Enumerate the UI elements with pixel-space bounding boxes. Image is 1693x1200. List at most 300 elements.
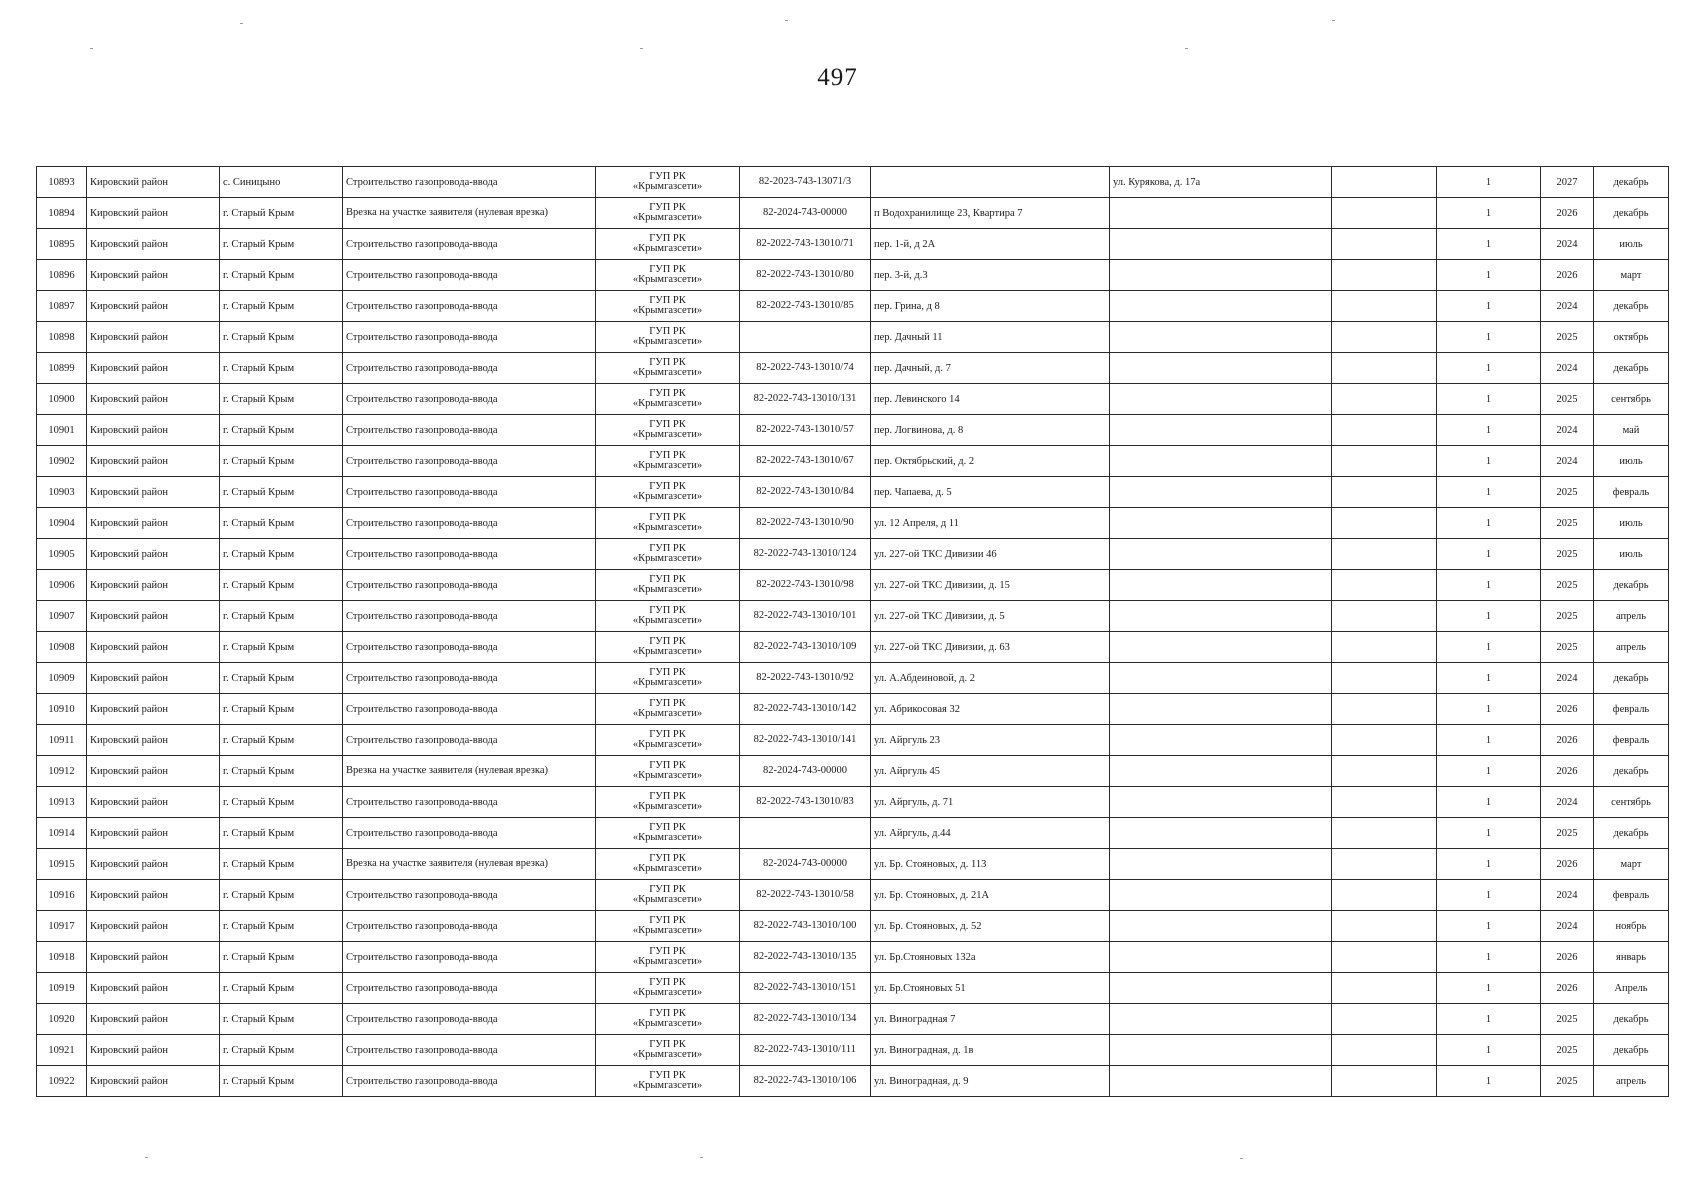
- count-cell: 1: [1437, 322, 1541, 353]
- address-alt-cell: [1110, 756, 1332, 787]
- address-alt-cell: [1110, 601, 1332, 632]
- document-number-cell: 82-2022-743-13010/131: [740, 384, 871, 415]
- address-alt-cell: [1110, 818, 1332, 849]
- work-type-cell: Строительство газопровода-ввода: [343, 942, 596, 973]
- year-cell: 2024: [1541, 229, 1594, 260]
- organization-line-2: «Крымгазсети»: [632, 615, 703, 626]
- organization-cell: [596, 167, 740, 198]
- count-cell: 1: [1437, 353, 1541, 384]
- organization-line-1: ГУП РК: [649, 1007, 686, 1019]
- address-cell: ул. А.Абдеиновой, д. 2: [871, 663, 1110, 694]
- organization-line-2: «Крымгазсети»: [632, 646, 703, 657]
- organization-line-1: ГУП РК: [649, 201, 686, 213]
- row-number: 10902: [37, 446, 87, 477]
- year-cell: 2026: [1541, 756, 1594, 787]
- settlement-cell: г. Старый Крым: [220, 415, 343, 446]
- district-cell: Кировский район: [87, 725, 220, 756]
- settlement-cell: г. Старый Крым: [220, 198, 343, 229]
- table-row: [37, 167, 1669, 198]
- year-cell: 2024: [1541, 663, 1594, 694]
- document-number-cell: 82-2022-743-13010/84: [740, 477, 871, 508]
- address-alt-cell: [1110, 663, 1332, 694]
- address-alt-cell: [1110, 787, 1332, 818]
- address-cell: ул. Айргуль 23: [871, 725, 1110, 756]
- year-cell: 2026: [1541, 973, 1594, 1004]
- month-cell: март: [1594, 849, 1669, 880]
- district-cell: Кировский район: [87, 384, 220, 415]
- settlement-cell: г. Старый Крым: [220, 663, 343, 694]
- count-cell: 1: [1437, 260, 1541, 291]
- month-cell: сентябрь: [1594, 384, 1669, 415]
- empty-cell: [1332, 632, 1437, 663]
- address-cell: пер. Чапаева, д. 5: [871, 477, 1110, 508]
- document-number-cell: 82-2022-743-13010/142: [740, 694, 871, 725]
- month-cell: июль: [1594, 539, 1669, 570]
- work-type-cell: Строительство газопровода-ввода: [343, 229, 596, 260]
- year-cell: 2025: [1541, 570, 1594, 601]
- organization-line-2: «Крымгазсети»: [632, 739, 703, 750]
- empty-cell: [1332, 818, 1437, 849]
- organization-cell: [596, 880, 740, 911]
- table-row: [37, 632, 1669, 663]
- empty-cell: [1332, 694, 1437, 725]
- settlement-cell: г. Старый Крым: [220, 818, 343, 849]
- month-cell: декабрь: [1594, 1004, 1669, 1035]
- count-cell: 1: [1437, 632, 1541, 663]
- empty-cell: [1332, 911, 1437, 942]
- empty-cell: [1332, 787, 1437, 818]
- table-body: [37, 167, 1669, 1097]
- work-type-cell: Строительство газопровода-ввода: [343, 477, 596, 508]
- scan-speck: [700, 1157, 703, 1158]
- organization-cell: [596, 1004, 740, 1035]
- count-cell: 1: [1437, 725, 1541, 756]
- table-row: [37, 787, 1669, 818]
- settlement-cell: г. Старый Крым: [220, 477, 343, 508]
- row-number: 10913: [37, 787, 87, 818]
- address-alt-cell: [1110, 446, 1332, 477]
- address-alt-cell: [1110, 973, 1332, 1004]
- empty-cell: [1332, 167, 1437, 198]
- document-number-cell: 82-2022-743-13010/92: [740, 663, 871, 694]
- table-row: [37, 415, 1669, 446]
- table-row: [37, 942, 1669, 973]
- table-row: [37, 1035, 1669, 1066]
- address-alt-cell: [1110, 477, 1332, 508]
- row-number: 10909: [37, 663, 87, 694]
- organization-line-1: ГУП РК: [649, 821, 686, 833]
- organization-line-1: ГУП РК: [649, 945, 686, 957]
- district-cell: Кировский район: [87, 973, 220, 1004]
- count-cell: 1: [1437, 880, 1541, 911]
- table-row: [37, 539, 1669, 570]
- row-number: 10918: [37, 942, 87, 973]
- work-type-cell: Строительство газопровода-ввода: [343, 508, 596, 539]
- organization-line-1: ГУП РК: [649, 914, 686, 926]
- row-number: 10919: [37, 973, 87, 1004]
- organization-cell: [596, 1066, 740, 1097]
- address-cell: п Водохранилище 23, Квартира 7: [871, 198, 1110, 229]
- address-cell: ул. 227-ой ТКС Дивизии, д. 15: [871, 570, 1110, 601]
- organization-cell: [596, 322, 740, 353]
- settlement-cell: г. Старый Крым: [220, 1066, 343, 1097]
- settlement-cell: г. Старый Крым: [220, 446, 343, 477]
- organization-cell: [596, 694, 740, 725]
- count-cell: 1: [1437, 291, 1541, 322]
- settlement-cell: г. Старый Крым: [220, 911, 343, 942]
- organization-line-1: ГУП РК: [649, 511, 686, 523]
- count-cell: 1: [1437, 849, 1541, 880]
- address-cell: пер. Дачный 11: [871, 322, 1110, 353]
- year-cell: 2025: [1541, 601, 1594, 632]
- table-row: [37, 1066, 1669, 1097]
- count-cell: 1: [1437, 1004, 1541, 1035]
- address-alt-cell: [1110, 1035, 1332, 1066]
- year-cell: 2025: [1541, 508, 1594, 539]
- organization-line-1: ГУП РК: [649, 604, 686, 616]
- empty-cell: [1332, 756, 1437, 787]
- row-number: 10910: [37, 694, 87, 725]
- month-cell: июль: [1594, 446, 1669, 477]
- organization-line-2: «Крымгазсети»: [632, 1080, 703, 1091]
- year-cell: 2024: [1541, 446, 1594, 477]
- settlement-cell: г. Старый Крым: [220, 1004, 343, 1035]
- count-cell: 1: [1437, 229, 1541, 260]
- month-cell: Апрель: [1594, 973, 1669, 1004]
- count-cell: 1: [1437, 198, 1541, 229]
- document-number-cell: 82-2022-743-13010/85: [740, 291, 871, 322]
- district-cell: Кировский район: [87, 198, 220, 229]
- empty-cell: [1332, 260, 1437, 291]
- work-type-cell: Строительство газопровода-ввода: [343, 1066, 596, 1097]
- address-cell: ул. Айргуль, д.44: [871, 818, 1110, 849]
- count-cell: 1: [1437, 756, 1541, 787]
- month-cell: декабрь: [1594, 1035, 1669, 1066]
- organization-line-2: «Крымгазсети»: [632, 584, 703, 595]
- organization-line-1: ГУП РК: [649, 418, 686, 430]
- organization-line-1: ГУП РК: [649, 1038, 686, 1050]
- address-cell: ул. 227-ой ТКС Дивизии, д. 63: [871, 632, 1110, 663]
- year-cell: 2025: [1541, 539, 1594, 570]
- document-number-cell: 82-2022-743-13010/100: [740, 911, 871, 942]
- month-cell: январь: [1594, 942, 1669, 973]
- organization-cell: [596, 570, 740, 601]
- year-cell: 2026: [1541, 198, 1594, 229]
- year-cell: 2025: [1541, 632, 1594, 663]
- work-type-cell: Строительство газопровода-ввода: [343, 725, 596, 756]
- document-number-cell: [740, 322, 871, 353]
- organization-cell: [596, 260, 740, 291]
- month-cell: апрель: [1594, 632, 1669, 663]
- year-cell: 2026: [1541, 725, 1594, 756]
- organization-line-1: ГУП РК: [649, 294, 686, 306]
- settlement-cell: с. Синицыно: [220, 167, 343, 198]
- address-cell: ул. Виноградная 7: [871, 1004, 1110, 1035]
- address-alt-cell: ул. Курякова, д. 17а: [1110, 167, 1332, 198]
- row-number: 10917: [37, 911, 87, 942]
- empty-cell: [1332, 384, 1437, 415]
- organization-line-2: «Крымгазсети»: [632, 832, 703, 843]
- address-alt-cell: [1110, 1004, 1332, 1035]
- district-cell: Кировский район: [87, 167, 220, 198]
- organization-line-2: «Крымгазсети»: [632, 398, 703, 409]
- organization-line-2: «Крымгазсети»: [632, 1018, 703, 1029]
- address-cell: пер. Грина, д 8: [871, 291, 1110, 322]
- settlement-cell: г. Старый Крым: [220, 508, 343, 539]
- count-cell: 1: [1437, 167, 1541, 198]
- district-cell: Кировский район: [87, 322, 220, 353]
- document-number-cell: 82-2022-743-13010/151: [740, 973, 871, 1004]
- work-type-cell: Строительство газопровода-ввода: [343, 787, 596, 818]
- year-cell: 2024: [1541, 880, 1594, 911]
- settlement-cell: г. Старый Крым: [220, 1035, 343, 1066]
- organization-line-2: «Крымгазсети»: [632, 274, 703, 285]
- organization-cell: [596, 198, 740, 229]
- settlement-cell: г. Старый Крым: [220, 570, 343, 601]
- address-alt-cell: [1110, 322, 1332, 353]
- organization-line-1: ГУП РК: [649, 697, 686, 709]
- organization-cell: [596, 384, 740, 415]
- organization-cell: [596, 663, 740, 694]
- year-cell: 2025: [1541, 1066, 1594, 1097]
- organization-line-2: «Крымгазсети»: [632, 1049, 703, 1060]
- table-row: [37, 508, 1669, 539]
- row-number: 10911: [37, 725, 87, 756]
- settlement-cell: г. Старый Крым: [220, 632, 343, 663]
- month-cell: февраль: [1594, 725, 1669, 756]
- month-cell: декабрь: [1594, 663, 1669, 694]
- row-number: 10898: [37, 322, 87, 353]
- table-row: [37, 198, 1669, 229]
- organization-line-1: ГУП РК: [649, 480, 686, 492]
- organization-line-2: «Крымгазсети»: [632, 212, 703, 223]
- document-number-cell: 82-2022-743-13010/58: [740, 880, 871, 911]
- organization-cell: [596, 415, 740, 446]
- count-cell: 1: [1437, 539, 1541, 570]
- month-cell: октябрь: [1594, 322, 1669, 353]
- count-cell: 1: [1437, 787, 1541, 818]
- year-cell: 2025: [1541, 477, 1594, 508]
- work-type-cell: Строительство газопровода-ввода: [343, 446, 596, 477]
- month-cell: декабрь: [1594, 198, 1669, 229]
- work-type-cell: Строительство газопровода-ввода: [343, 601, 596, 632]
- row-number: 10894: [37, 198, 87, 229]
- document-number-cell: [740, 818, 871, 849]
- organization-line-1: ГУП РК: [649, 542, 686, 554]
- count-cell: 1: [1437, 973, 1541, 1004]
- document-number-cell: 82-2022-743-13010/57: [740, 415, 871, 446]
- empty-cell: [1332, 1035, 1437, 1066]
- document-number-cell: 82-2022-743-13010/109: [740, 632, 871, 663]
- year-cell: 2024: [1541, 787, 1594, 818]
- work-type-cell: Строительство газопровода-ввода: [343, 260, 596, 291]
- address-alt-cell: [1110, 880, 1332, 911]
- empty-cell: [1332, 415, 1437, 446]
- gas-connection-register-table: [36, 166, 1669, 1097]
- empty-cell: [1332, 353, 1437, 384]
- work-type-cell: Строительство газопровода-ввода: [343, 818, 596, 849]
- table-row: [37, 260, 1669, 291]
- address-alt-cell: [1110, 384, 1332, 415]
- settlement-cell: г. Старый Крым: [220, 880, 343, 911]
- empty-cell: [1332, 322, 1437, 353]
- row-number: 10922: [37, 1066, 87, 1097]
- work-type-cell: Строительство газопровода-ввода: [343, 384, 596, 415]
- month-cell: декабрь: [1594, 353, 1669, 384]
- organization-line-2: «Крымгазсети»: [632, 429, 703, 440]
- document-number-cell: 82-2022-743-13010/90: [740, 508, 871, 539]
- row-number: 10906: [37, 570, 87, 601]
- address-cell: ул. Айргуль, д. 71: [871, 787, 1110, 818]
- year-cell: 2026: [1541, 694, 1594, 725]
- organization-line-1: ГУП РК: [649, 325, 686, 337]
- organization-cell: [596, 942, 740, 973]
- organization-cell: [596, 477, 740, 508]
- row-number: 10904: [37, 508, 87, 539]
- table-row: [37, 446, 1669, 477]
- organization-line-2: «Крымгазсети»: [632, 243, 703, 254]
- table-row: [37, 694, 1669, 725]
- district-cell: Кировский район: [87, 353, 220, 384]
- organization-line-2: «Крымгазсети»: [632, 181, 703, 192]
- settlement-cell: г. Старый Крым: [220, 756, 343, 787]
- table-row: [37, 818, 1669, 849]
- year-cell: 2024: [1541, 911, 1594, 942]
- district-cell: Кировский район: [87, 477, 220, 508]
- organization-line-2: «Крымгазсети»: [632, 863, 703, 874]
- organization-cell: [596, 539, 740, 570]
- document-number-cell: 82-2022-743-13010/135: [740, 942, 871, 973]
- organization-line-1: ГУП РК: [649, 356, 686, 368]
- settlement-cell: г. Старый Крым: [220, 973, 343, 1004]
- count-cell: 1: [1437, 911, 1541, 942]
- empty-cell: [1332, 477, 1437, 508]
- organization-line-2: «Крымгазсети»: [632, 894, 703, 905]
- organization-line-2: «Крымгазсети»: [632, 553, 703, 564]
- table-row: [37, 601, 1669, 632]
- table-row: [37, 353, 1669, 384]
- address-cell: ул. 227-ой ТКС Дивизии, д. 5: [871, 601, 1110, 632]
- month-cell: февраль: [1594, 880, 1669, 911]
- work-type-cell: Строительство газопровода-ввода: [343, 663, 596, 694]
- count-cell: 1: [1437, 477, 1541, 508]
- settlement-cell: г. Старый Крым: [220, 353, 343, 384]
- row-number: 10900: [37, 384, 87, 415]
- month-cell: февраль: [1594, 477, 1669, 508]
- table-row: [37, 291, 1669, 322]
- document-number-cell: 82-2022-743-13010/111: [740, 1035, 871, 1066]
- organization-line-2: «Крымгазсети»: [632, 460, 703, 471]
- scan-speck: [90, 48, 93, 49]
- row-number: 10915: [37, 849, 87, 880]
- table-row: [37, 880, 1669, 911]
- settlement-cell: г. Старый Крым: [220, 601, 343, 632]
- year-cell: 2025: [1541, 1035, 1594, 1066]
- organization-line-2: «Крымгазсети»: [632, 336, 703, 347]
- settlement-cell: г. Старый Крым: [220, 384, 343, 415]
- row-number: 10896: [37, 260, 87, 291]
- district-cell: Кировский район: [87, 415, 220, 446]
- address-cell: ул. Виноградная, д. 9: [871, 1066, 1110, 1097]
- district-cell: Кировский район: [87, 1004, 220, 1035]
- district-cell: Кировский район: [87, 632, 220, 663]
- row-number: 10895: [37, 229, 87, 260]
- empty-cell: [1332, 1066, 1437, 1097]
- settlement-cell: г. Старый Крым: [220, 260, 343, 291]
- district-cell: Кировский район: [87, 694, 220, 725]
- settlement-cell: г. Старый Крым: [220, 849, 343, 880]
- address-cell: пер. Логвинова, д. 8: [871, 415, 1110, 446]
- settlement-cell: г. Старый Крым: [220, 694, 343, 725]
- count-cell: 1: [1437, 508, 1541, 539]
- row-number: 10908: [37, 632, 87, 663]
- organization-cell: [596, 725, 740, 756]
- year-cell: 2025: [1541, 322, 1594, 353]
- district-cell: Кировский район: [87, 446, 220, 477]
- address-alt-cell: [1110, 291, 1332, 322]
- organization-line-2: «Крымгазсети»: [632, 956, 703, 967]
- address-cell: ул. Виноградная, д. 1в: [871, 1035, 1110, 1066]
- month-cell: ноябрь: [1594, 911, 1669, 942]
- district-cell: Кировский район: [87, 1035, 220, 1066]
- organization-cell: [596, 291, 740, 322]
- table-row: [37, 725, 1669, 756]
- month-cell: февраль: [1594, 694, 1669, 725]
- document-number-cell: 82-2022-743-13010/67: [740, 446, 871, 477]
- year-cell: 2025: [1541, 1004, 1594, 1035]
- year-cell: 2025: [1541, 384, 1594, 415]
- organization-cell: [596, 911, 740, 942]
- organization-line-2: «Крымгазсети»: [632, 522, 703, 533]
- address-cell: ул. Бр.Стояновых 51: [871, 973, 1110, 1004]
- scan-speck: [240, 23, 243, 24]
- address-alt-cell: [1110, 415, 1332, 446]
- table-row: [37, 756, 1669, 787]
- row-number: 10893: [37, 167, 87, 198]
- empty-cell: [1332, 229, 1437, 260]
- table-row: [37, 570, 1669, 601]
- count-cell: 1: [1437, 446, 1541, 477]
- document-number-cell: 82-2024-743-00000: [740, 198, 871, 229]
- table-row: [37, 229, 1669, 260]
- address-cell: ул. Бр. Стояновых, д. 52: [871, 911, 1110, 942]
- district-cell: Кировский район: [87, 880, 220, 911]
- empty-cell: [1332, 880, 1437, 911]
- month-cell: декабрь: [1594, 818, 1669, 849]
- organization-line-1: ГУП РК: [649, 170, 686, 182]
- organization-line-2: «Крымгазсети»: [632, 801, 703, 812]
- organization-line-2: «Крымгазсети»: [632, 491, 703, 502]
- year-cell: 2026: [1541, 849, 1594, 880]
- table-row: [37, 322, 1669, 353]
- count-cell: 1: [1437, 942, 1541, 973]
- scan-speck: [1185, 48, 1188, 49]
- address-cell: пер. 1-й, д 2А: [871, 229, 1110, 260]
- row-number: 10899: [37, 353, 87, 384]
- address-cell: пер. 3-й, д.3: [871, 260, 1110, 291]
- district-cell: Кировский район: [87, 911, 220, 942]
- settlement-cell: г. Старый Крым: [220, 942, 343, 973]
- work-type-cell: Строительство газопровода-ввода: [343, 353, 596, 384]
- year-cell: 2026: [1541, 260, 1594, 291]
- year-cell: 2027: [1541, 167, 1594, 198]
- document-number-cell: 82-2022-743-13010/71: [740, 229, 871, 260]
- district-cell: Кировский район: [87, 601, 220, 632]
- work-type-cell: Врезка на участке заявителя (нулевая врезка): [343, 849, 596, 880]
- table-row: [37, 384, 1669, 415]
- address-cell: ул. Бр. Стояновых, д. 113: [871, 849, 1110, 880]
- organization-cell: [596, 601, 740, 632]
